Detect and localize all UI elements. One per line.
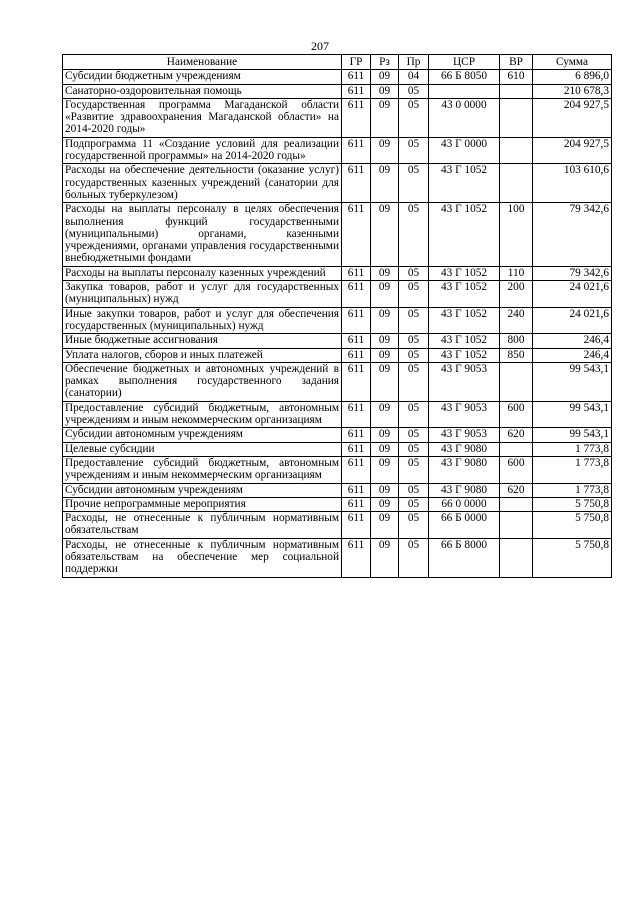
cell-sum: 246,4 [533, 334, 612, 348]
cell-rz: 09 [371, 442, 399, 456]
cell-rz: 09 [371, 401, 399, 428]
cell-csr [429, 84, 500, 98]
cell-rz: 09 [371, 456, 399, 483]
cell-pr: 05 [399, 428, 429, 442]
cell-vr [500, 137, 533, 164]
cell-rz: 09 [371, 307, 399, 334]
cell-csr: 43 0 0000 [429, 98, 500, 137]
cell-sum: 5 750,8 [533, 538, 612, 577]
cell-rz: 09 [371, 362, 399, 401]
cell-name: Субсидии автономным учреждениям [63, 428, 342, 442]
cell-gr: 611 [342, 401, 371, 428]
table-row [63, 456, 612, 483]
table-row [63, 483, 612, 497]
table-row [63, 98, 612, 137]
cell-name: Расходы на обеспечение деятельности (оказание услуг) государственных казенных учреждений (санатории для больных туберкулезом) [63, 164, 342, 203]
cell-pr: 05 [399, 307, 429, 334]
table-row [63, 307, 612, 334]
cell-sum: 6 896,0 [533, 70, 612, 84]
cell-name: Предоставление субсидий бюджетным, автономным учреждениям и иным некоммерческим организациям [63, 456, 342, 483]
cell-vr: 200 [500, 281, 533, 308]
cell-vr [500, 442, 533, 456]
cell-rz: 09 [371, 497, 399, 511]
page-number: 207 [311, 39, 329, 53]
cell-rz: 09 [371, 281, 399, 308]
cell-name: Закупка товаров, работ и услуг для государственных (муниципальных) нужд [63, 281, 342, 308]
cell-name: Целевые субсидии [63, 442, 342, 456]
header-csr: ЦСР [429, 55, 500, 70]
table-row [63, 362, 612, 401]
cell-gr: 611 [342, 137, 371, 164]
cell-csr: 43 Г 1052 [429, 307, 500, 334]
cell-sum: 204 927,5 [533, 98, 612, 137]
cell-pr: 05 [399, 137, 429, 164]
cell-sum: 99 543,1 [533, 401, 612, 428]
cell-sum: 5 750,8 [533, 497, 612, 511]
cell-name: Расходы, не отнесенные к публичным нормативным обязательствам на обеспечение мер социальной поддержки [63, 538, 342, 577]
cell-rz: 09 [371, 538, 399, 577]
cell-csr: 43 Г 1052 [429, 203, 500, 266]
cell-name: Прочие непрограммные мероприятия [63, 497, 342, 511]
table-row [63, 203, 612, 266]
cell-rz: 09 [371, 348, 399, 362]
cell-gr: 611 [342, 456, 371, 483]
cell-pr: 05 [399, 348, 429, 362]
cell-csr: 66 0 0000 [429, 497, 500, 511]
cell-gr: 611 [342, 98, 371, 137]
cell-pr: 05 [399, 164, 429, 203]
cell-vr: 240 [500, 307, 533, 334]
cell-rz: 09 [371, 334, 399, 348]
cell-vr: 850 [500, 348, 533, 362]
cell-csr: 66 Б 8000 [429, 538, 500, 577]
cell-rz: 09 [371, 428, 399, 442]
cell-vr: 610 [500, 70, 533, 84]
table-row [63, 84, 612, 98]
cell-sum: 1 773,8 [533, 442, 612, 456]
cell-rz: 09 [371, 70, 399, 84]
header-row [63, 55, 612, 70]
cell-sum: 5 750,8 [533, 512, 612, 539]
header-pr: Пр [399, 55, 429, 70]
cell-rz: 09 [371, 203, 399, 266]
cell-pr: 05 [399, 456, 429, 483]
header-rz: Рз [371, 55, 399, 70]
cell-name: Субсидии автономным учреждениям [63, 483, 342, 497]
cell-name: Обеспечение бюджетных и автономных учреждений в рамках выполнения государственного задания (санатории) [63, 362, 342, 401]
cell-gr: 611 [342, 442, 371, 456]
cell-vr [500, 84, 533, 98]
cell-vr [500, 164, 533, 203]
cell-gr: 611 [342, 84, 371, 98]
cell-rz: 09 [371, 137, 399, 164]
cell-name: Предоставление субсидий бюджетным, автономным учреждениям и иным некоммерческим организациям [63, 401, 342, 428]
cell-sum: 204 927,5 [533, 137, 612, 164]
header-gr: ГР [342, 55, 371, 70]
cell-rz: 09 [371, 483, 399, 497]
cell-csr: 43 Г 9080 [429, 456, 500, 483]
table-row [63, 401, 612, 428]
cell-vr: 800 [500, 334, 533, 348]
cell-sum: 1 773,8 [533, 456, 612, 483]
cell-csr: 43 Г 0000 [429, 137, 500, 164]
cell-pr: 05 [399, 98, 429, 137]
cell-vr: 100 [500, 203, 533, 266]
cell-csr: 43 Г 1052 [429, 281, 500, 308]
budget-table [62, 54, 612, 578]
cell-name: Иные бюджетные ассигнования [63, 334, 342, 348]
cell-pr: 05 [399, 497, 429, 511]
cell-pr: 05 [399, 538, 429, 577]
cell-csr: 43 Г 1052 [429, 348, 500, 362]
cell-csr: 43 Г 1052 [429, 164, 500, 203]
cell-gr: 611 [342, 362, 371, 401]
cell-vr [500, 98, 533, 137]
cell-vr: 620 [500, 483, 533, 497]
cell-gr: 611 [342, 164, 371, 203]
cell-gr: 611 [342, 483, 371, 497]
cell-gr: 611 [342, 538, 371, 577]
header-vr: ВР [500, 55, 533, 70]
cell-gr: 611 [342, 428, 371, 442]
cell-sum: 24 021,6 [533, 307, 612, 334]
cell-sum: 103 610,6 [533, 164, 612, 203]
cell-csr: 43 Г 9053 [429, 428, 500, 442]
cell-sum: 246,4 [533, 348, 612, 362]
cell-sum: 79 342,6 [533, 203, 612, 266]
cell-csr: 66 Б 8050 [429, 70, 500, 84]
cell-gr: 611 [342, 70, 371, 84]
table-row [63, 442, 612, 456]
cell-pr: 05 [399, 362, 429, 401]
cell-csr: 43 Г 1052 [429, 334, 500, 348]
cell-sum: 79 342,6 [533, 266, 612, 280]
cell-sum: 99 543,1 [533, 428, 612, 442]
cell-csr: 66 Б 0000 [429, 512, 500, 539]
cell-sum: 99 543,1 [533, 362, 612, 401]
table-row [63, 512, 612, 539]
cell-rz: 09 [371, 266, 399, 280]
cell-name: Расходы на выплаты персоналу казенных учреждений [63, 266, 342, 280]
cell-vr: 600 [500, 401, 533, 428]
cell-pr: 05 [399, 401, 429, 428]
cell-name: Иные закупки товаров, работ и услуг для обеспечения государственных (муниципальных) нужд [63, 307, 342, 334]
cell-pr: 05 [399, 281, 429, 308]
cell-name: Подпрограмма 11 «Создание условий для реализации государственной программы» на 2014-2020 годы» [63, 137, 342, 164]
cell-vr: 620 [500, 428, 533, 442]
cell-gr: 611 [342, 266, 371, 280]
table-row [63, 334, 612, 348]
cell-gr: 611 [342, 334, 371, 348]
cell-vr [500, 497, 533, 511]
cell-pr: 05 [399, 483, 429, 497]
table-row [63, 348, 612, 362]
cell-vr: 110 [500, 266, 533, 280]
cell-name: Субсидии бюджетным учреждениям [63, 70, 342, 84]
cell-gr: 611 [342, 203, 371, 266]
cell-csr: 43 Г 1052 [429, 266, 500, 280]
cell-gr: 611 [342, 281, 371, 308]
cell-pr: 04 [399, 70, 429, 84]
cell-pr: 05 [399, 512, 429, 539]
cell-name: Уплата налогов, сборов и иных платежей [63, 348, 342, 362]
cell-sum: 210 678,3 [533, 84, 612, 98]
header-sum: Сумма [533, 55, 612, 70]
cell-gr: 611 [342, 348, 371, 362]
cell-gr: 611 [342, 512, 371, 539]
table-row [63, 266, 612, 280]
cell-csr: 43 Г 9080 [429, 483, 500, 497]
cell-name: Санаторно-оздоровительная помощь [63, 84, 342, 98]
cell-pr: 05 [399, 84, 429, 98]
cell-sum: 1 773,8 [533, 483, 612, 497]
cell-rz: 09 [371, 84, 399, 98]
cell-name: Расходы на выплаты персоналу в целях обеспечения выполнения функций государственными (муниципальными) органами, казенными учреждениями, органами управления государственными внебюджетными фондами [63, 203, 342, 266]
cell-csr: 43 Г 9053 [429, 401, 500, 428]
cell-name: Государственная программа Магаданской области «Развитие здравоохранения Магаданской области» на 2014-2020 годы» [63, 98, 342, 137]
cell-pr: 05 [399, 203, 429, 266]
cell-csr: 43 Г 9080 [429, 442, 500, 456]
cell-pr: 05 [399, 442, 429, 456]
cell-sum: 24 021,6 [533, 281, 612, 308]
cell-gr: 611 [342, 497, 371, 511]
cell-vr [500, 512, 533, 539]
cell-gr: 611 [342, 307, 371, 334]
table-row [63, 137, 612, 164]
table-row [63, 497, 612, 511]
table-row [63, 428, 612, 442]
cell-vr [500, 538, 533, 577]
cell-rz: 09 [371, 512, 399, 539]
table-row [63, 538, 612, 577]
cell-rz: 09 [371, 164, 399, 203]
cell-pr: 05 [399, 334, 429, 348]
cell-vr [500, 362, 533, 401]
cell-rz: 09 [371, 98, 399, 137]
table-row [63, 164, 612, 203]
table-row [63, 70, 612, 84]
cell-vr: 600 [500, 456, 533, 483]
table-row [63, 281, 612, 308]
cell-pr: 05 [399, 266, 429, 280]
cell-name: Расходы, не отнесенные к публичным нормативным обязательствам [63, 512, 342, 539]
cell-csr: 43 Г 9053 [429, 362, 500, 401]
header-name: Наименование [63, 55, 342, 70]
